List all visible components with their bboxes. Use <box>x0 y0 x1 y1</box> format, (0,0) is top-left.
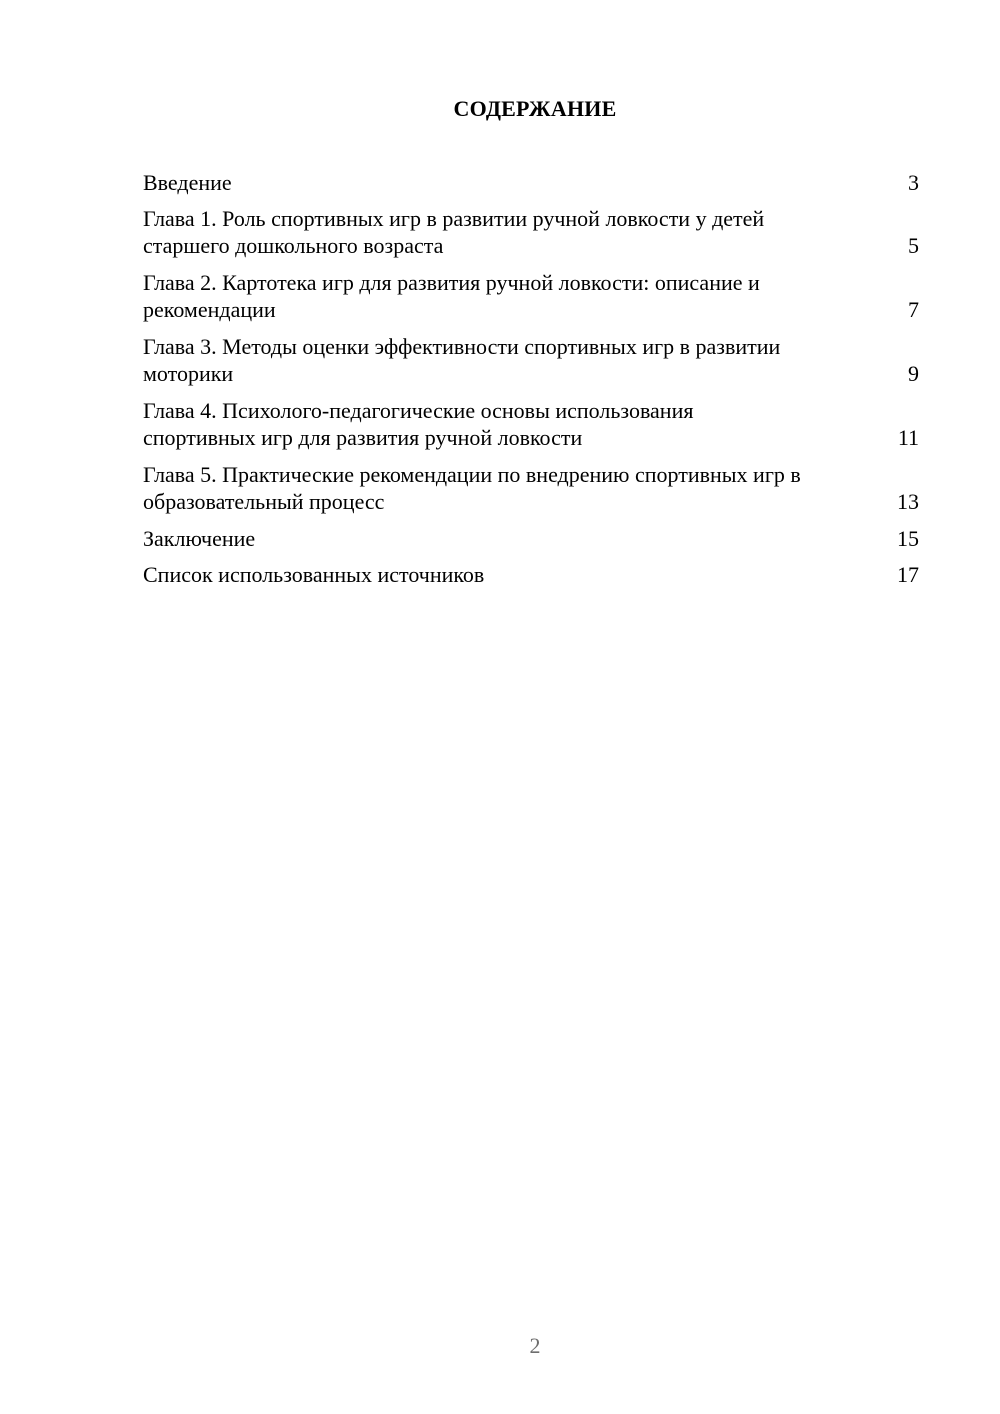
toc-entry-chapter-5[interactable] <box>143 461 919 515</box>
toc-entry-text: Глава 1. Роль спортивных игр в развитии ручной ловкости у детей старшего дошкольного возраста <box>143 206 765 258</box>
toc-entry-text: Глава 2. Картотека игр для развития ручной ловкости: описание и рекомендации <box>143 270 760 322</box>
table-of-contents <box>143 169 919 597</box>
toc-entry-page: 15 <box>897 526 919 551</box>
toc-entry-introduction[interactable] <box>143 169 919 196</box>
toc-entry-text: Список использованных источников <box>143 562 485 587</box>
page-title: СОДЕРЖАНИЕ <box>453 96 617 121</box>
toc-entry-page: 3 <box>908 170 919 195</box>
toc-entry-text: Глава 4. Психолого-педагогические основы использования спортивных игр для развития ручной ловкости <box>143 398 694 450</box>
toc-entry-references[interactable] <box>143 561 919 588</box>
toc-entry-chapter-3[interactable] <box>143 333 919 387</box>
toc-entry-text: Глава 5. Практические рекомендации по внедрению спортивных игр в образовательный процесс <box>143 462 801 514</box>
toc-entry-page: 11 <box>897 425 919 450</box>
page-number: 2 <box>529 1333 541 1358</box>
toc-entry-text: Введение <box>143 170 232 195</box>
toc-entry-text: Заключение <box>143 526 256 551</box>
toc-entry-page: 9 <box>908 361 919 386</box>
toc-entry-chapter-2[interactable] <box>143 269 919 323</box>
toc-entry-conclusion[interactable] <box>143 525 919 552</box>
toc-entry-text: Глава 3. Методы оценки эффективности спортивных игр в развитии моторики <box>143 334 781 386</box>
toc-entry-page: 7 <box>908 297 919 322</box>
toc-entry-page: 13 <box>897 489 919 514</box>
toc-entry-page: 5 <box>908 233 919 258</box>
toc-entry-page: 17 <box>897 562 919 587</box>
toc-entry-chapter-1[interactable] <box>143 205 919 259</box>
toc-entry-chapter-4[interactable] <box>143 397 919 451</box>
